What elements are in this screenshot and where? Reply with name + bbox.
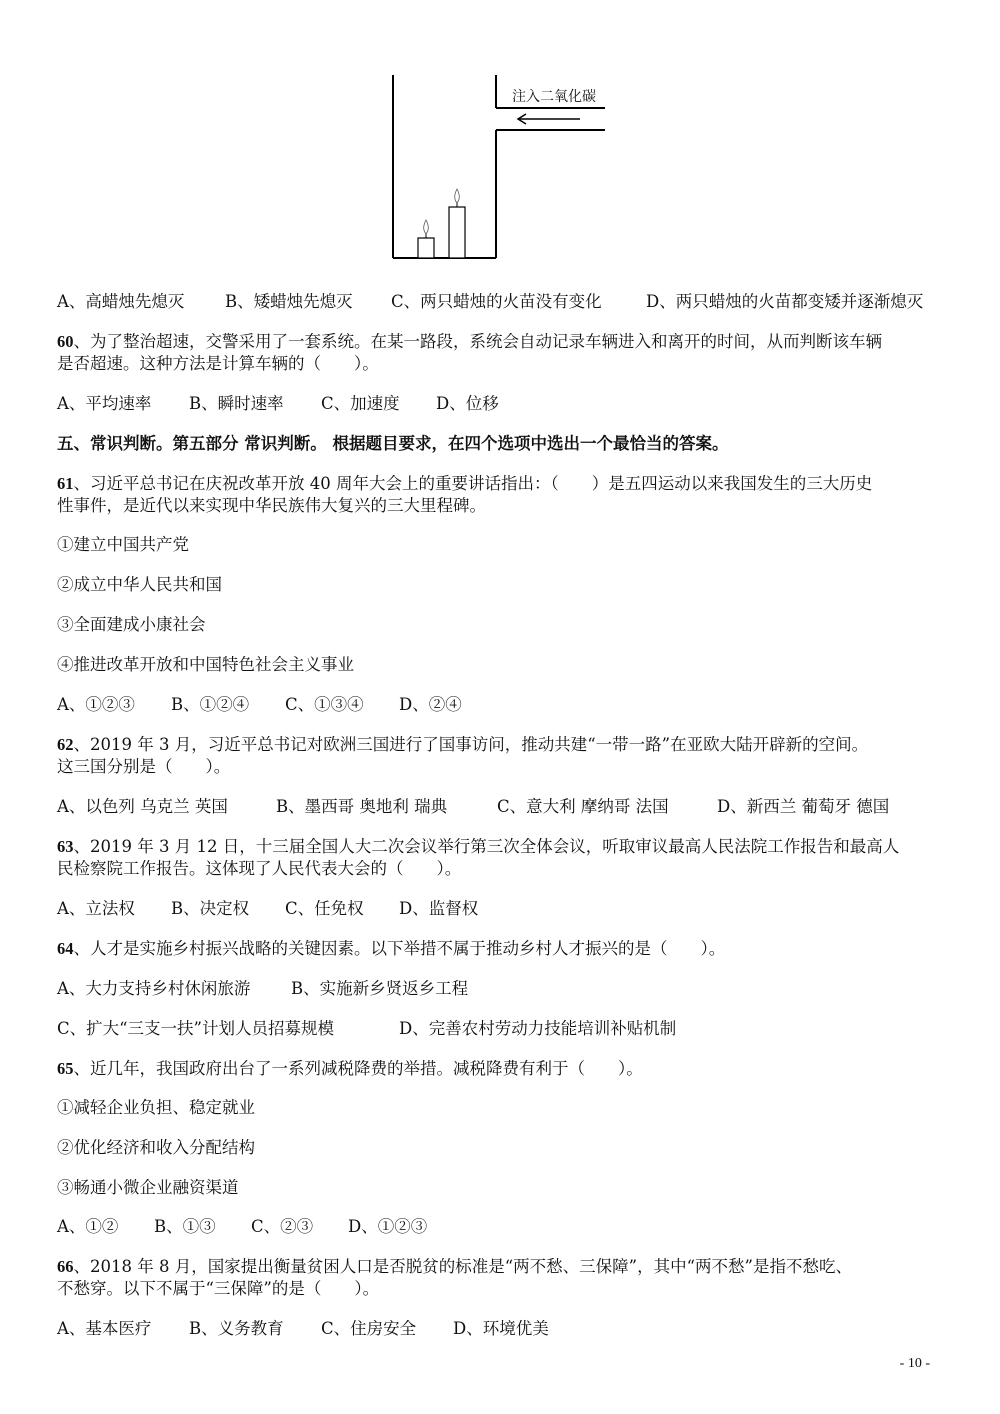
q63-option-b[interactable]: B、决定权 — [171, 899, 250, 918]
q66-number: 66 — [57, 1257, 74, 1276]
q59-option-b[interactable]: B、矮蜡烛先熄灭 — [225, 292, 353, 311]
q64-option-d[interactable]: D、完善农村劳动力技能培训补贴机制 — [399, 1019, 677, 1038]
q65-option-a[interactable]: A、①② — [57, 1217, 119, 1236]
q65-item-1: ①减轻企业负担、稳定就业 — [57, 1098, 255, 1117]
q66-option-c[interactable]: C、住房安全 — [321, 1319, 417, 1338]
q66-stem-line2: 不愁穿。以下不属于“三保障”的是（ ）。 — [57, 1279, 380, 1298]
q60-stem-line1: 60、为了整治超速，交警采用了一套系统。在某一路段，系统会自动记录车辆进入和离开的时间，从而判断该车辆 — [57, 332, 882, 351]
q65-stem: 65、近几年，我国政府出台了一系列减税降费的举措。减税降费有利于（ ）。 — [57, 1059, 643, 1078]
q63-option-c[interactable]: C、任免权 — [285, 899, 364, 918]
q63-option-d[interactable]: D、监督权 — [399, 899, 479, 918]
q65-option-b[interactable]: B、①③ — [154, 1217, 216, 1236]
q61-option-c[interactable]: C、①③④ — [285, 695, 364, 714]
q59-option-c[interactable]: C、两只蜡烛的火苗没有变化 — [391, 292, 602, 311]
q63-options — [57, 897, 478, 921]
q59-option-a[interactable]: A、高蜡烛先熄灭 — [57, 292, 185, 311]
q61-option-a[interactable]: A、①②③ — [57, 695, 135, 714]
q66-option-b[interactable]: B、义务教育 — [189, 1319, 284, 1338]
page-number: - 10 - — [899, 1356, 930, 1371]
q61-stem-line1: 61、习近平总书记在庆祝改革开放 40 周年大会上的重要讲话指出：（ ）是五四运动以来我国发生的三大历史 — [57, 474, 873, 493]
q64-option-a[interactable]: A、大力支持乡村休闲旅游 — [57, 979, 251, 998]
q65-option-c[interactable]: C、②③ — [251, 1217, 314, 1236]
q60-number: 60 — [57, 332, 74, 351]
q60-option-c[interactable]: C、加速度 — [321, 394, 400, 413]
q64-option-c[interactable]: C、扩大“三支一扶”计划人员招募规模 — [57, 1019, 334, 1038]
q64-stem: 64、人才是实施乡村振兴战略的关键因素。以下举措不属于推动乡村人才振兴的是（ ）。 — [57, 939, 726, 958]
q60-stem-line2: 是否超速。这种方法是计算车辆的（ ）。 — [57, 354, 379, 373]
q65-number: 65 — [57, 1059, 74, 1078]
q66-options — [57, 1317, 549, 1341]
q65-item-2: ②优化经济和收入分配结构 — [57, 1138, 255, 1157]
q62-option-b[interactable]: B、墨西哥 奥地利 瑞典 — [276, 797, 448, 816]
q65-item-3: ③畅通小微企业融资渠道 — [57, 1178, 239, 1197]
q62-option-c[interactable]: C、意大利 摩纳哥 法国 — [497, 797, 669, 816]
q62-option-d[interactable]: D、新西兰 葡萄牙 德国 — [717, 797, 890, 816]
q62-option-a[interactable]: A、以色列 乌克兰 英国 — [57, 797, 228, 816]
co2-inlet-label: 注入二氧化碳 — [512, 89, 596, 105]
q59-options — [57, 290, 923, 314]
q61-item-1: ①建立中国共产党 — [57, 535, 189, 554]
q61-option-d[interactable]: D、②④ — [399, 695, 462, 714]
q62-stem-line1: 62、2019 年 3 月，习近平总书记对欧洲三国进行了国事访问，推动共建“一带一路”在亚欧大陆开辟新的空间。 — [57, 735, 869, 754]
q63-option-a[interactable]: A、立法权 — [57, 899, 135, 918]
q66-option-a[interactable]: A、基本医疗 — [57, 1319, 152, 1338]
q62-options — [57, 795, 889, 819]
q60-option-a[interactable]: A、平均速率 — [57, 394, 152, 413]
q62-number: 62 — [57, 735, 74, 754]
q63-number: 63 — [57, 837, 74, 856]
q61-number: 61 — [57, 474, 74, 493]
q64-option-b[interactable]: B、实施新乡贤返乡工程 — [291, 979, 469, 998]
q64-number: 64 — [57, 939, 74, 958]
q66-option-d[interactable]: D、环境优美 — [453, 1319, 549, 1338]
q60-option-d[interactable]: D、位移 — [436, 394, 499, 413]
q61-item-2: ②成立中华人民共和国 — [57, 575, 222, 594]
q60-option-b[interactable]: B、瞬时速率 — [189, 394, 284, 413]
q65-options — [57, 1215, 427, 1239]
q60-options — [57, 392, 499, 416]
q61-option-b[interactable]: B、①②④ — [171, 695, 250, 714]
q61-item-3: ③全面建成小康社会 — [57, 615, 206, 634]
q61-item-4: ④推进改革开放和中国特色社会主义事业 — [57, 655, 354, 674]
q62-stem-line2: 这三国分别是（ ）。 — [57, 757, 231, 776]
q66-stem-line1: 66、2018 年 8 月，国家提出衡量贫困人口是否脱贫的标准是“两不愁、三保障”，其中“两不愁”是指不愁吃、 — [57, 1257, 852, 1276]
q61-stem-line2: 性事件，是近代以来实现中华民族伟大复兴的三大里程碑。 — [57, 496, 486, 515]
q63-stem-line1: 63、2019 年 3 月 12 日，十三届全国人大二次会议举行第三次全体会议，听取审议最高人民法院工作报告和最高人 — [57, 837, 900, 856]
q64-options-row2 — [57, 1017, 676, 1041]
section-heading: 五、常识判断。第五部分 常识判断。 根据题目要求，在四个选项中选出一个最恰当的答案。 — [57, 434, 729, 453]
q61-options — [57, 693, 462, 717]
q63-stem-line2: 民检察院工作报告。这体现了人民代表大会的（ ）。 — [57, 859, 462, 878]
q65-option-d[interactable]: D、①②③ — [348, 1217, 428, 1236]
q59-option-d[interactable]: D、两只蜡烛的火苗都变矮并逐渐熄灭 — [646, 292, 924, 311]
q64-options-row1 — [57, 977, 468, 1001]
